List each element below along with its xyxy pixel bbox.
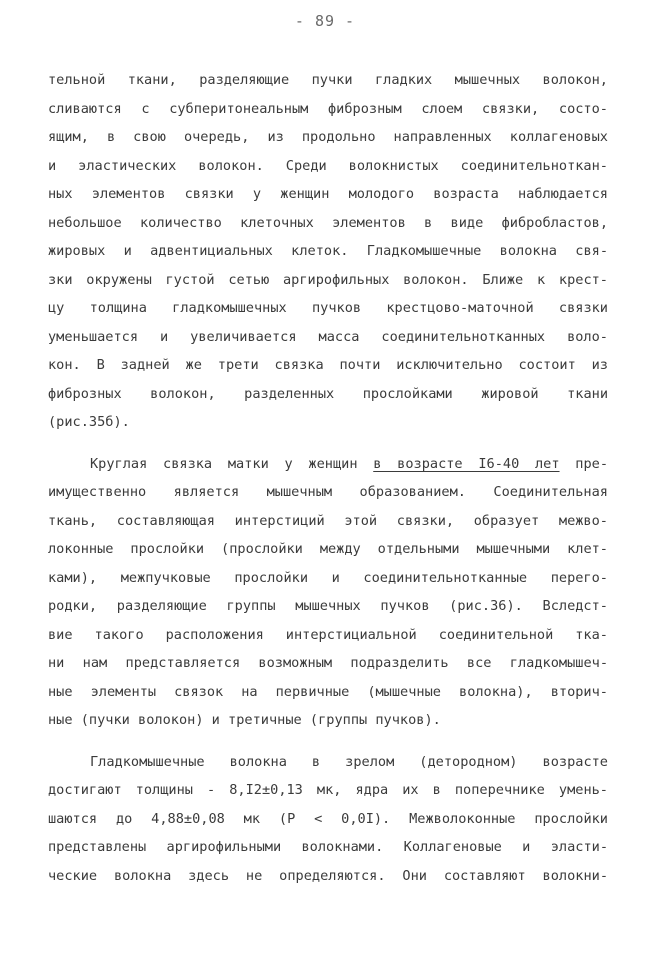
text-line: ни нам представляется возможным подразделить все гладкомышеч- [48,655,608,671]
text-line: ткань, составляющая интерстиций этой связки, образует межво- [48,512,608,529]
text-line: зки окружены густой сетью аргирофильных волокон. Ближе к крест- [48,271,608,288]
underlined-text: в возрасте I6-40 лет [373,455,560,472]
text-line: цу толщина гладкомышечных пучков крестцово-маточной связки [48,300,608,316]
page-number: - 89 - [294,12,356,30]
document-body [48,66,608,890]
text-line: ящим, в свою очередь, из продольно направленных коллагеновых [48,129,608,145]
text-line: уменьшается и увеличивается масса соединительнотканных воло- [48,328,608,345]
text-line: кон. В задней же трети связка почти исключительно состоит из [48,357,608,373]
text-line: имущественно является мышечным образованием. Соединительная [48,484,608,500]
text-segment: Круглая связка матки у женщин [90,455,374,472]
text-line: ками), межпучковые прослойки и соединительнотканные перего- [48,569,608,586]
text-line: ные элементы связок на первичные (мышечные волокна), вторич- [48,683,608,700]
text-line: сливаются с субперитонеальным фиброзным слоем связки, состо- [48,100,608,117]
text-line [48,450,608,479]
text-line: фиброзных волокон, разделенных прослойками жировой ткани [48,385,608,402]
text-line: и эластических волокон. Среди волокнистых соединительноткан- [48,157,608,174]
text-line: достигают толщины - 8,I2±0,13 мк, ядра их в поперечнике умень- [48,782,608,798]
text-line: (рис.35б). [48,414,130,430]
paragraph-gap [48,437,608,450]
text-line: Гладкомышечные волокна в зрелом (детородном) возрасте [90,753,608,770]
text-line: шаются до 4,88±0,08 мк (P < 0,0I). Межволоконные прослойки [48,810,608,827]
paragraph-gap [48,735,608,748]
text-line: локонные прослойки (прослойки между отдельными мышечными клет- [48,541,608,557]
text-line: представлены аргирофильными волокнами. Коллагеновые и эласти- [48,839,608,855]
text-line: тельной ткани, разделяющие пучки гладких мышечных волокон, [48,72,608,88]
text-line: ческие волокна здесь не определяются. Они составляют волокни- [48,867,608,884]
text-line: небольшое количество клеточных элементов в виде фибробластов, [48,214,608,231]
text-line: родки, разделяющие группы мышечных пучков (рис.36). Вследст- [48,598,608,614]
text-segment: пре- [559,455,609,472]
text-line: жировых и адвентициальных клеток. Гладкомышечные волокна свя- [48,243,608,259]
text-line: ных элементов связки у женщин молодого возраста наблюдается [48,186,608,202]
text-line: вие такого расположения интерстициальной соединительной тка- [48,626,608,643]
text-line: ные (пучки волокон) и третичные (группы пучков). [48,712,441,728]
